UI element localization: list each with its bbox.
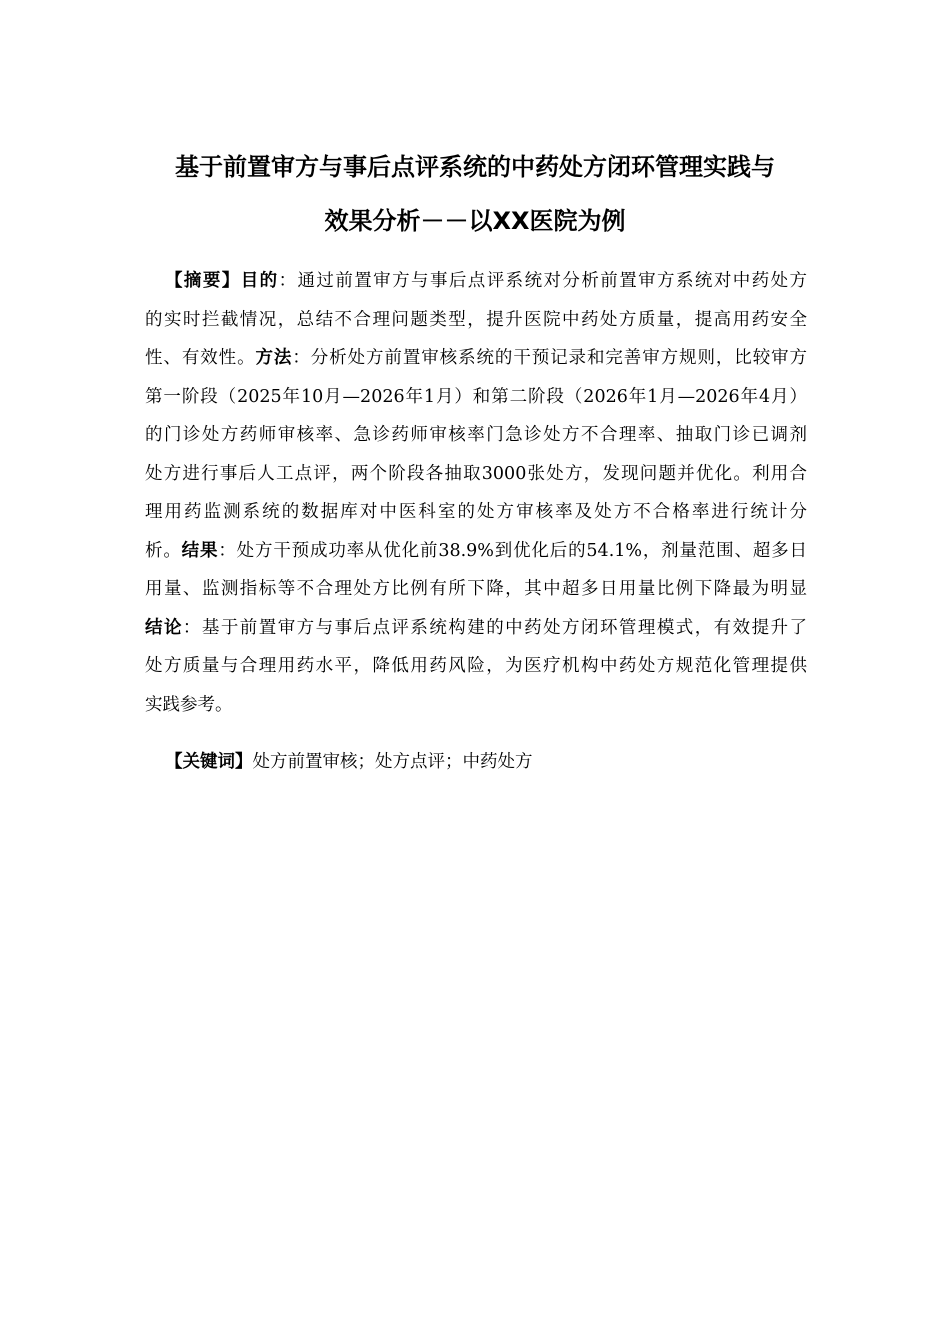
- objective-label: 目的: [240, 271, 279, 291]
- title-line-2: 效果分析－－以XX医院为例: [324, 207, 626, 235]
- title-line-1: 基于前置审方与事后点评系统的中药处方闭环管理实践与: [175, 153, 775, 181]
- method-label: 方法: [255, 348, 293, 368]
- objective-text: 性、有效性。: [145, 348, 256, 368]
- abstract-line: [145, 609, 807, 648]
- method-text: 理用药监测系统的数据库对中医科室的处方审核率及处方不合格率进行统计分: [145, 502, 807, 522]
- objective-text: ：通过前置审方与事后点评系统对分析前置审方系统对中药处方: [278, 271, 808, 291]
- conclusion-label: 结论: [145, 617, 183, 638]
- method-text: 的门诊处方药师审核率、急诊药师审核率门急诊处方不合理率、抽取门诊已调剂: [145, 425, 807, 445]
- conclusion-text: 处方质量与合理用药水平，降低用药风险，为医疗机构中药处方规范化管理提供: [145, 656, 807, 676]
- abstract-line: [145, 570, 807, 609]
- paper-title: [110, 140, 840, 248]
- abstract-line: [145, 686, 807, 725]
- keywords-text: 处方前置审核；处方点评；中药处方: [252, 752, 533, 772]
- abstract-line: [145, 301, 807, 340]
- abstract-label: 【摘要】: [165, 271, 241, 291]
- result-label: 结果: [181, 540, 219, 561]
- abstract-line: [145, 455, 807, 494]
- abstract-line: [145, 378, 807, 417]
- objective-text: 的实时拦截情况，总结不合理问题类型，提升医院中药处方质量，提高用药安全: [145, 309, 807, 330]
- keywords-label: 【关键词】: [165, 752, 253, 772]
- result-text: 用量、监测指标等不合理处方比例有所下降，其中超多日用量比例下降最为明显: [145, 579, 807, 599]
- conclusion-text: ：基于前置审方与事后点评系统构建的中药处方闭环管理模式，有效提升了: [182, 617, 808, 638]
- method-text: ：分析处方前置审核系统的干预记录和完善审方规则，比较审方: [292, 348, 808, 368]
- conclusion-text: 实践参考。: [145, 694, 233, 715]
- abstract: [145, 262, 807, 724]
- keywords: [165, 743, 533, 782]
- method-text: 第一阶段（2025年10月—2026年1月）和第二阶段（2026年1月—2026年4月）: [145, 386, 807, 407]
- abstract-line: [145, 262, 807, 301]
- method-text: 处方进行事后人工点评，两个阶段各抽取3000张处方，发现问题并优化。利用合: [145, 463, 807, 484]
- abstract-line: [145, 647, 807, 686]
- abstract-line: [145, 532, 807, 571]
- result-text: ：处方干预成功率从优化前38.9%到优化后的54.1%，剂量范围、超多日: [218, 540, 808, 561]
- abstract-line: [145, 416, 807, 455]
- method-text: 析。: [145, 540, 182, 561]
- abstract-line: [145, 339, 807, 378]
- abstract-line: [145, 493, 807, 532]
